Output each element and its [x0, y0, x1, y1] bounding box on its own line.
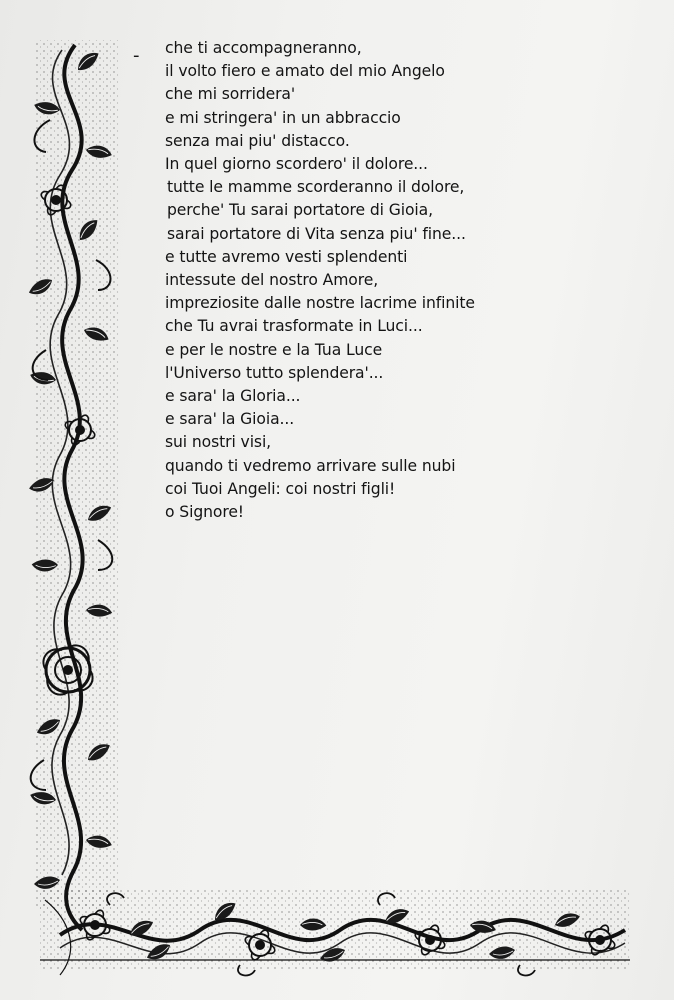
poem-line: l'Universo tutto splendera'... — [165, 363, 384, 382]
poem-line: e sara' la Gloria... — [165, 387, 301, 406]
poem-line: il volto fiero e amato del mio Angelo — [165, 62, 445, 81]
poem-line: coi Tuoi Angeli: coi nostri figli! — [165, 479, 396, 498]
lead-mark: - — [133, 45, 140, 66]
poem-line: sarai portatore di Vita senza piu' fine... — [167, 224, 466, 243]
poem-line: che ti accompagneranno, — [165, 39, 362, 57]
poem-line: In quel giorno scordero' il dolore... — [165, 155, 428, 174]
poem-line: quando ti vedremo arrivare sulle nubi — [165, 456, 456, 475]
poem-line: senza mai piu' distacco. — [165, 131, 350, 150]
poem-line: che mi sorridera' — [165, 85, 296, 104]
bottom-border-ornament — [40, 890, 630, 975]
poem-line: intessute del nostro Amore, — [165, 271, 379, 290]
poem-text — [165, 37, 565, 524]
poem-line: e tutte avremo vesti splendenti — [165, 247, 408, 266]
poem-line: e mi stringera' in un abbraccio — [165, 108, 401, 127]
poem-line: o Signore! — [165, 503, 244, 522]
poem-line: che Tu avrai trasformate in Luci... — [165, 317, 423, 336]
poem-line: impreziosite dalle nostre lacrime infinite — [165, 294, 475, 313]
poem-line: perche' Tu sarai portatore di Gioia, — [167, 201, 433, 220]
poem-line: e per le nostre e la Tua Luce — [165, 340, 383, 359]
left-border-ornament — [26, 40, 120, 930]
poem-line: tutte le mamme scorderanno il dolore, — [167, 178, 465, 197]
poem-line: sui nostri visi, — [165, 433, 272, 452]
poem-line: e sara' la Gioia... — [165, 410, 295, 429]
